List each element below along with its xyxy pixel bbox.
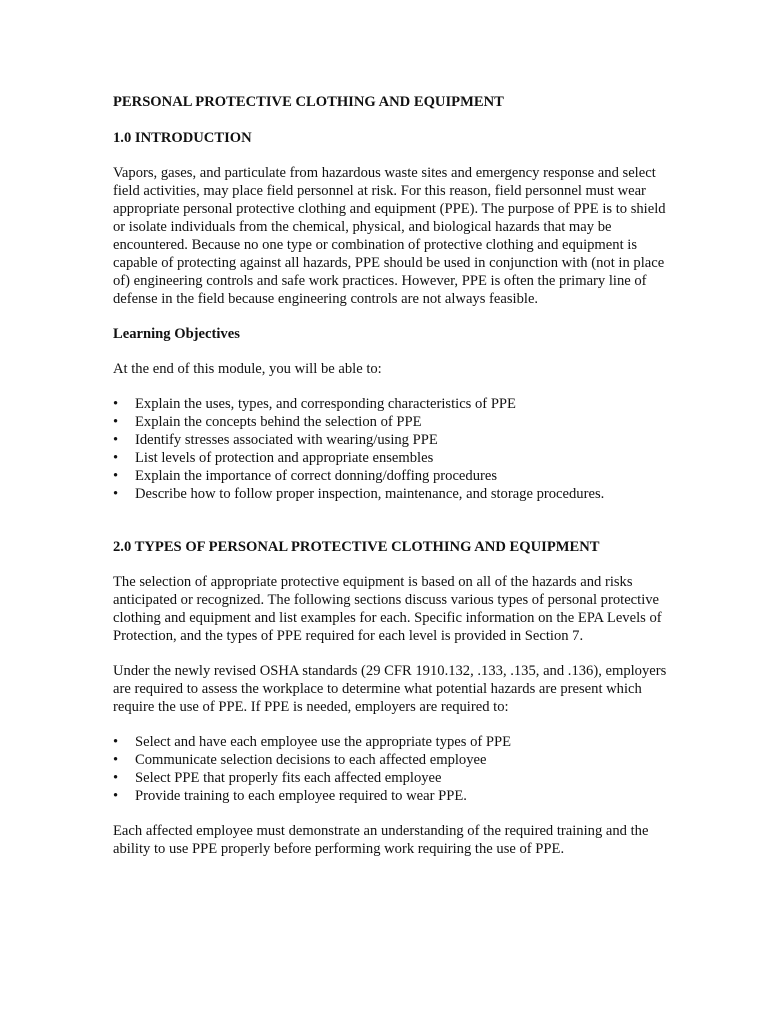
- list-item: [113, 467, 673, 485]
- section-1-heading: 1.0 INTRODUCTION: [113, 130, 252, 146]
- demonstration-paragraph: Each affected employee must demonstrate an understanding of the required training and the ability to use PPE properly before performing work requiring the use of PPE.: [113, 823, 649, 857]
- learning-objectives-list: [113, 395, 673, 503]
- list-item: [113, 733, 673, 751]
- list-item-text: Provide training to each employee required to wear PPE.: [135, 788, 467, 804]
- list-item-text: List levels of protection and appropriate ensembles: [135, 450, 434, 466]
- list-item: [113, 431, 673, 449]
- bullet-icon: •: [113, 734, 119, 750]
- osha-paragraph: Under the newly revised OSHA standards (29 CFR 1910.132, .133, .135, and .136), employers are required to assess the workplace to determine what potential hazards are present which require the use of PPE. If PPE is needed, employers are required to:: [113, 663, 667, 715]
- list-item: [113, 413, 673, 431]
- learning-objectives-heading: Learning Objectives: [113, 326, 240, 342]
- bullet-icon: •: [113, 468, 119, 484]
- bullet-icon: •: [113, 486, 119, 502]
- bullet-icon: •: [113, 770, 119, 786]
- list-item-text: Describe how to follow proper inspection, maintenance, and storage procedures.: [135, 486, 605, 502]
- introduction-paragraph: Vapors, gases, and particulate from hazardous waste sites and emergency response and select field activities, may place field personnel at risk. For this reason, field personnel must wear appropriate personal protective clothing and equipment (PPE). The purpose of PPE is to shield or isolate individuals from the chemical, physical, and biological hazards that may be encountered. Because no one type or combination of protective clothing and equipment is capable of protecting against all hazards, PPE should be used in conjunction with (not in place of) engineering controls and safe work practices. However, PPE is often the primary line of defense in the field because engineering controls are not always feasible.: [113, 165, 666, 307]
- list-item-text: Explain the concepts behind the selection of PPE: [135, 414, 422, 430]
- bullet-icon: •: [113, 414, 119, 430]
- list-item: [113, 787, 673, 805]
- list-item-text: Communicate selection decisions to each affected employee: [135, 752, 487, 768]
- list-item-text: Explain the importance of correct donning/doffing procedures: [135, 468, 498, 484]
- list-item: [113, 751, 673, 769]
- list-item: [113, 769, 673, 787]
- bullet-icon: •: [113, 788, 119, 804]
- section-2-heading: 2.0 TYPES OF PERSONAL PROTECTIVE CLOTHING AND EQUIPMENT: [113, 539, 600, 555]
- learning-objectives-intro: At the end of this module, you will be able to:: [113, 361, 382, 377]
- list-item-text: Select and have each employee use the appropriate types of PPE: [135, 734, 512, 750]
- bullet-icon: •: [113, 752, 119, 768]
- document-title: PERSONAL PROTECTIVE CLOTHING AND EQUIPMENT: [113, 94, 504, 110]
- employer-requirements-list: [113, 733, 673, 805]
- bullet-icon: •: [113, 396, 119, 412]
- list-item: [113, 395, 673, 413]
- list-item-text: Select PPE that properly fits each affected employee: [135, 770, 442, 786]
- list-item-text: Identify stresses associated with wearing/using PPE: [135, 432, 438, 448]
- selection-paragraph: The selection of appropriate protective equipment is based on all of the hazards and risks anticipated or recognized. The following sections discuss various types of personal protective clothing and equipment and list examples for each. Specific information on the EPA Levels of Protection, and the types of PPE required for each level is provided in Section 7.: [113, 574, 662, 644]
- list-item: [113, 449, 673, 467]
- document-page: [113, 93, 673, 875]
- list-item: [113, 485, 673, 503]
- bullet-icon: •: [113, 432, 119, 448]
- bullet-icon: •: [113, 450, 119, 466]
- list-item-text: Explain the uses, types, and corresponding characteristics of PPE: [135, 396, 516, 412]
